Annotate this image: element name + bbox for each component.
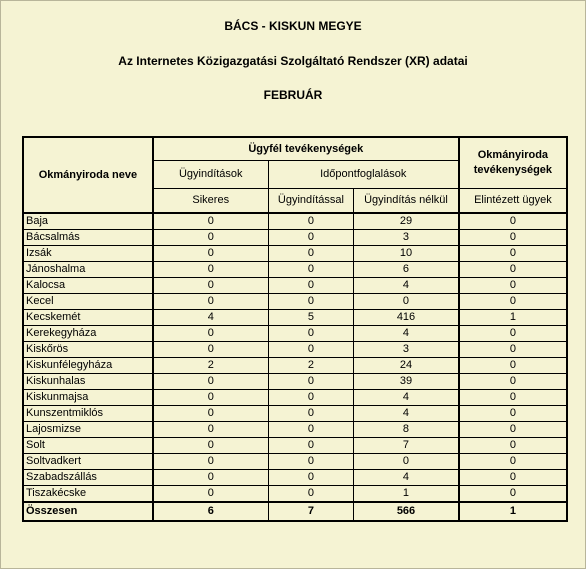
- office-name-cell: Izsák: [23, 246, 153, 262]
- table-row: [23, 390, 567, 406]
- table-row: [23, 278, 567, 294]
- completed-cell: 0: [459, 230, 567, 246]
- without-case-cell: 7: [354, 438, 459, 454]
- successful-cell: 0: [153, 326, 268, 342]
- office-name-cell: Kunszentmiklós: [23, 406, 153, 422]
- without-case-cell: 8: [354, 422, 459, 438]
- table-row: [23, 406, 567, 422]
- total-completed: 1: [459, 502, 567, 521]
- office-name-cell: Kiskőrös: [23, 342, 153, 358]
- table-row: [23, 454, 567, 470]
- without-case-cell: 10: [354, 246, 459, 262]
- office-name-cell: Bácsalmás: [23, 230, 153, 246]
- with-case-cell: 0: [268, 326, 354, 342]
- successful-cell: 0: [153, 438, 268, 454]
- with-case-cell: 0: [268, 486, 354, 503]
- with-case-cell: 0: [268, 246, 354, 262]
- total-without-case: 566: [354, 502, 459, 521]
- completed-cell: 0: [459, 486, 567, 503]
- with-case-cell: 0: [268, 406, 354, 422]
- office-name-cell: Tiszakécske: [23, 486, 153, 503]
- table-row: [23, 470, 567, 486]
- successful-cell: 0: [153, 278, 268, 294]
- with-case-cell: 2: [268, 358, 354, 374]
- month-title: FEBRUÁR: [263, 88, 323, 102]
- without-case-cell: 39: [354, 374, 459, 390]
- successful-cell: 0: [153, 374, 268, 390]
- without-case-cell: 4: [354, 406, 459, 422]
- successful-cell: 0: [153, 422, 268, 438]
- completed-cell: 1: [459, 310, 567, 326]
- completed-cell: 0: [459, 422, 567, 438]
- office-name-cell: Kecel: [23, 294, 153, 310]
- completed-cell: 0: [459, 294, 567, 310]
- office-name-cell: Lajosmizse: [23, 422, 153, 438]
- office-name-cell: Baja: [23, 213, 153, 230]
- without-case-cell: 0: [354, 454, 459, 470]
- report-subtitle: Az Internetes Közigazgatási Szolgáltató Rendszer (XR) adatai: [118, 54, 468, 68]
- completed-cell: 0: [459, 406, 567, 422]
- total-successful: 6: [153, 502, 268, 521]
- successful-cell: 4: [153, 310, 268, 326]
- with-case-cell: 0: [268, 470, 354, 486]
- total-with-case: 7: [268, 502, 354, 521]
- table-row: [23, 213, 567, 230]
- without-case-cell: 3: [354, 230, 459, 246]
- without-case-cell: 6: [354, 262, 459, 278]
- table-row: [23, 230, 567, 246]
- table-body: [23, 213, 567, 502]
- header-client-activities: Ügyfél tevékenységek: [153, 137, 459, 161]
- with-case-cell: 0: [268, 454, 354, 470]
- successful-cell: 0: [153, 406, 268, 422]
- completed-cell: 0: [459, 262, 567, 278]
- header-office-name: Okmányiroda neve: [23, 137, 153, 213]
- office-name-cell: Soltvadkert: [23, 454, 153, 470]
- without-case-cell: 1: [354, 486, 459, 503]
- successful-cell: 0: [153, 454, 268, 470]
- header-appointments: Időpontfoglalások: [268, 161, 459, 189]
- completed-cell: 0: [459, 246, 567, 262]
- office-name-cell: Kecskemét: [23, 310, 153, 326]
- with-case-cell: 0: [268, 374, 354, 390]
- completed-cell: 0: [459, 470, 567, 486]
- office-name-cell: Szabadszállás: [23, 470, 153, 486]
- successful-cell: 0: [153, 213, 268, 230]
- office-name-cell: Jánoshalma: [23, 262, 153, 278]
- without-case-cell: 4: [354, 390, 459, 406]
- header-office-activities: Okmányiroda tevékenységek: [459, 137, 567, 189]
- with-case-cell: 0: [268, 262, 354, 278]
- successful-cell: 0: [153, 230, 268, 246]
- completed-cell: 0: [459, 358, 567, 374]
- successful-cell: 0: [153, 470, 268, 486]
- county-title: BÁCS - KISKUN MEGYE: [224, 19, 362, 33]
- without-case-cell: 4: [354, 278, 459, 294]
- table-row: [23, 374, 567, 390]
- without-case-cell: 4: [354, 470, 459, 486]
- table-row: [23, 310, 567, 326]
- with-case-cell: 0: [268, 438, 354, 454]
- completed-cell: 0: [459, 326, 567, 342]
- without-case-cell: 3: [354, 342, 459, 358]
- without-case-cell: 4: [354, 326, 459, 342]
- office-name-cell: Kerekegyháza: [23, 326, 153, 342]
- without-case-cell: 24: [354, 358, 459, 374]
- table-row: [23, 246, 567, 262]
- successful-cell: 2: [153, 358, 268, 374]
- successful-cell: 0: [153, 342, 268, 358]
- office-name-cell: Solt: [23, 438, 153, 454]
- without-case-cell: 29: [354, 213, 459, 230]
- completed-cell: 0: [459, 390, 567, 406]
- without-case-cell: 416: [354, 310, 459, 326]
- statistics-table: [22, 136, 568, 522]
- completed-cell: 0: [459, 213, 567, 230]
- table-row: [23, 294, 567, 310]
- completed-cell: 0: [459, 454, 567, 470]
- table-row: [23, 438, 567, 454]
- with-case-cell: 0: [268, 390, 354, 406]
- office-name-cell: Kalocsa: [23, 278, 153, 294]
- header-with-case: Ügyindítással: [268, 189, 354, 214]
- table-row: [23, 326, 567, 342]
- table-row: [23, 422, 567, 438]
- with-case-cell: 0: [268, 213, 354, 230]
- with-case-cell: 0: [268, 422, 354, 438]
- header-successful: Sikeres: [153, 189, 268, 214]
- header-case-starts: Ügyindítások: [153, 161, 268, 189]
- office-name-cell: Kiskunfélegyháza: [23, 358, 153, 374]
- successful-cell: 0: [153, 486, 268, 503]
- completed-cell: 0: [459, 438, 567, 454]
- completed-cell: 0: [459, 374, 567, 390]
- office-name-cell: Kiskunhalas: [23, 374, 153, 390]
- completed-cell: 0: [459, 278, 567, 294]
- table-row: [23, 342, 567, 358]
- table-row: [23, 358, 567, 374]
- header-completed: Elintézett ügyek: [459, 189, 567, 214]
- without-case-cell: 0: [354, 294, 459, 310]
- completed-cell: 0: [459, 342, 567, 358]
- successful-cell: 0: [153, 294, 268, 310]
- with-case-cell: 5: [268, 310, 354, 326]
- successful-cell: 0: [153, 390, 268, 406]
- table-row: [23, 262, 567, 278]
- total-label: Összesen: [23, 502, 153, 521]
- table-row: [23, 486, 567, 503]
- total-row: [23, 502, 567, 521]
- with-case-cell: 0: [268, 230, 354, 246]
- successful-cell: 0: [153, 262, 268, 278]
- with-case-cell: 0: [268, 342, 354, 358]
- office-name-cell: Kiskunmajsa: [23, 390, 153, 406]
- with-case-cell: 0: [268, 294, 354, 310]
- header-without-case: Ügyindítás nélkül: [354, 189, 459, 214]
- successful-cell: 0: [153, 246, 268, 262]
- with-case-cell: 0: [268, 278, 354, 294]
